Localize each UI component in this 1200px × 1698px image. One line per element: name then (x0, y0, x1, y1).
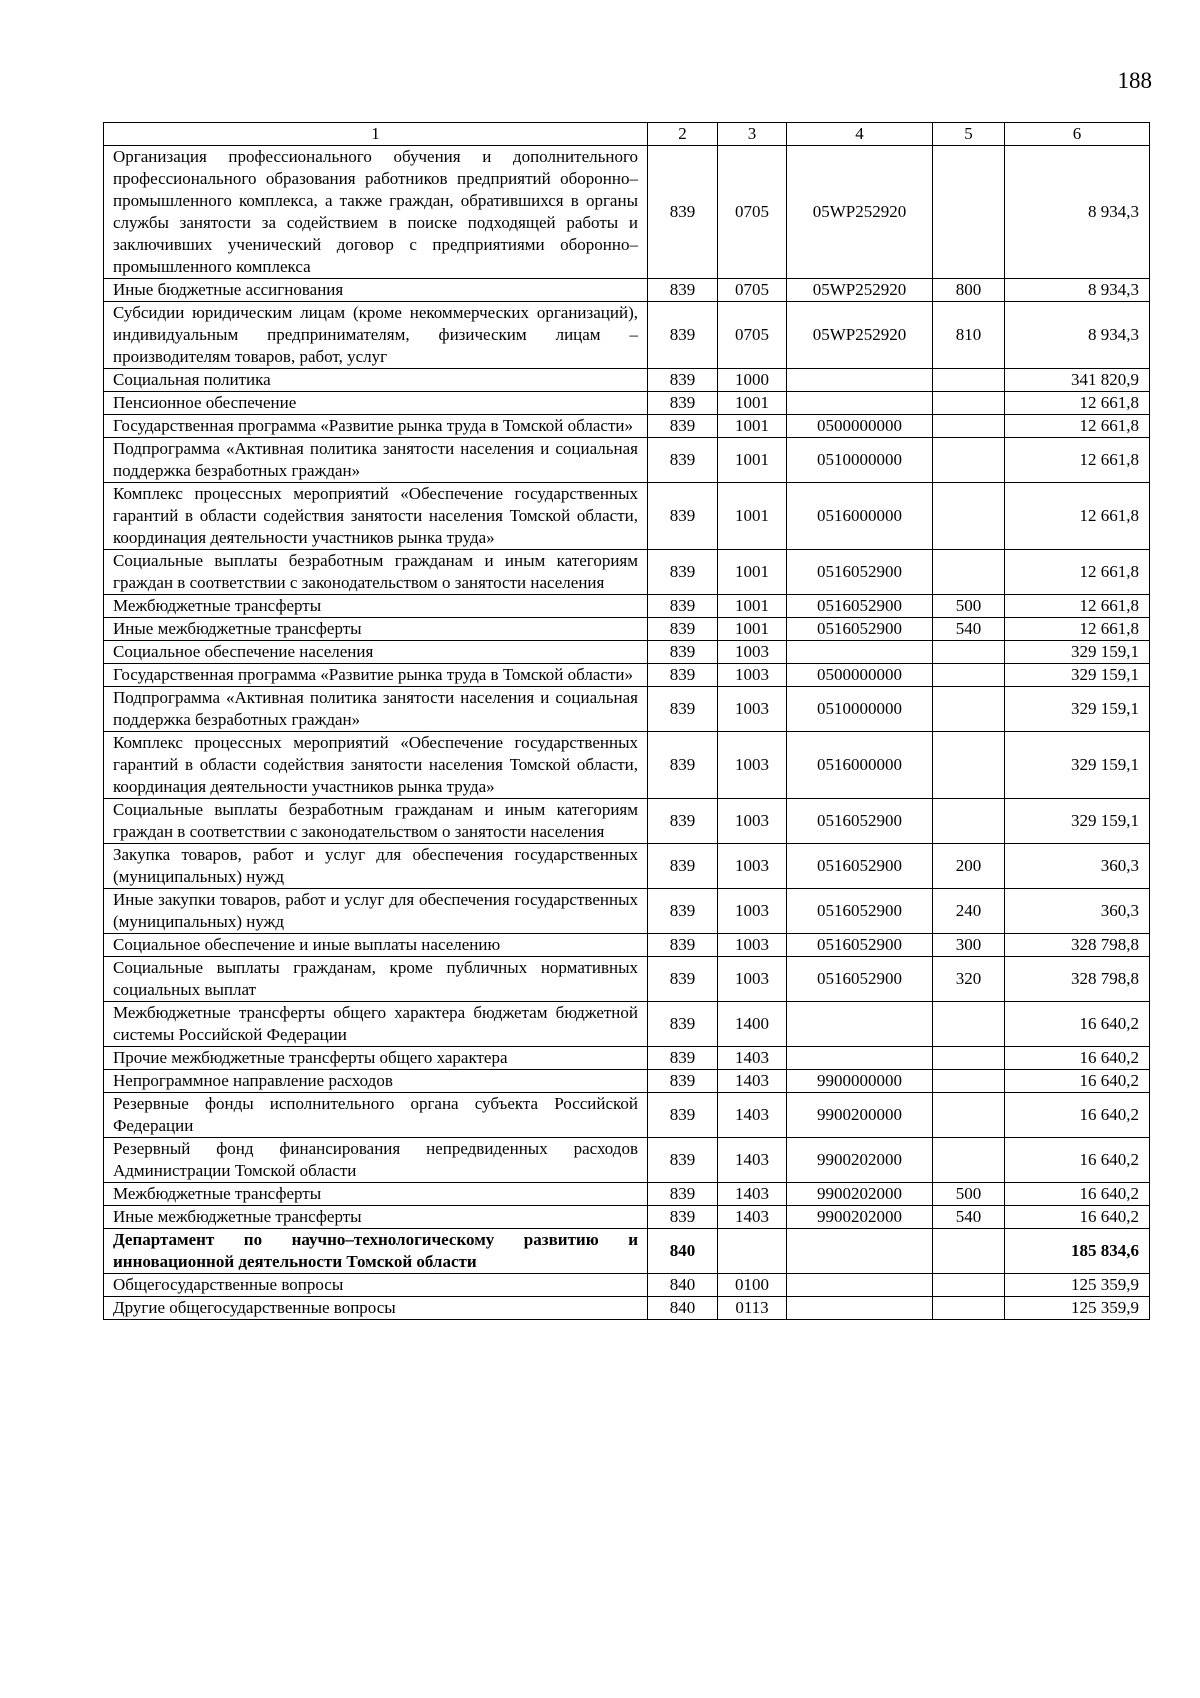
header-col-4: 4 (787, 123, 933, 146)
row-target-article-cell: 0516052900 (787, 799, 933, 844)
row-sum-cell: 12 661,8 (1005, 550, 1150, 595)
table-row (104, 1047, 1150, 1070)
row-name-cell: Подпрограмма «Активная политика занятости населения и социальная поддержка безработных граждан» (104, 687, 648, 732)
row-section-cell: 0705 (718, 279, 787, 302)
table-row (104, 279, 1150, 302)
table-row (104, 1002, 1150, 1047)
row-name-cell: Межбюджетные трансферты (104, 1183, 648, 1206)
row-target-article-cell: 9900202000 (787, 1183, 933, 1206)
row-sum-cell: 12 661,8 (1005, 415, 1150, 438)
row-grbs-cell: 839 (648, 1206, 718, 1229)
row-grbs-cell: 839 (648, 483, 718, 550)
table-row (104, 415, 1150, 438)
row-grbs-cell: 839 (648, 1047, 718, 1070)
row-target-article-cell: 9900000000 (787, 1070, 933, 1093)
row-target-article-cell (787, 1297, 933, 1320)
header-col-3: 3 (718, 123, 787, 146)
row-name-cell: Комплекс процессных мероприятий «Обеспечение государственных гарантий в области содействия занятости населения Томской области, координация деятельности участников рынка труда» (104, 483, 648, 550)
table-row (104, 302, 1150, 369)
row-expense-type-cell (933, 1002, 1005, 1047)
row-grbs-cell: 839 (648, 392, 718, 415)
row-section-cell: 0705 (718, 302, 787, 369)
row-name-cell: Социальные выплаты гражданам, кроме публичных нормативных социальных выплат (104, 957, 648, 1002)
row-section-cell: 1001 (718, 483, 787, 550)
row-sum-cell: 16 640,2 (1005, 1183, 1150, 1206)
table-row (104, 957, 1150, 1002)
row-target-article-cell: 0516052900 (787, 844, 933, 889)
table-row (104, 392, 1150, 415)
row-section-cell: 1003 (718, 957, 787, 1002)
row-section-cell: 1001 (718, 438, 787, 483)
row-section-cell: 1001 (718, 618, 787, 641)
row-grbs-cell: 839 (648, 889, 718, 934)
row-grbs-cell: 839 (648, 664, 718, 687)
row-target-article-cell (787, 641, 933, 664)
row-grbs-cell: 839 (648, 302, 718, 369)
row-sum-cell: 16 640,2 (1005, 1093, 1150, 1138)
row-grbs-cell: 840 (648, 1297, 718, 1320)
table-row (104, 438, 1150, 483)
row-expense-type-cell: 540 (933, 1206, 1005, 1229)
row-expense-type-cell (933, 732, 1005, 799)
row-sum-cell: 185 834,6 (1005, 1229, 1150, 1274)
row-expense-type-cell: 500 (933, 1183, 1005, 1206)
row-expense-type-cell (933, 799, 1005, 844)
row-target-article-cell: 05WP252920 (787, 302, 933, 369)
row-sum-cell: 12 661,8 (1005, 483, 1150, 550)
row-sum-cell: 12 661,8 (1005, 392, 1150, 415)
row-sum-cell: 12 661,8 (1005, 618, 1150, 641)
row-sum-cell: 16 640,2 (1005, 1206, 1150, 1229)
table-row (104, 483, 1150, 550)
row-sum-cell: 360,3 (1005, 844, 1150, 889)
row-name-cell: Социальное обеспечение населения (104, 641, 648, 664)
row-grbs-cell: 840 (648, 1229, 718, 1274)
row-name-cell: Иные межбюджетные трансферты (104, 618, 648, 641)
table-row (104, 595, 1150, 618)
row-name-cell: Государственная программа «Развитие рынка труда в Томской области» (104, 415, 648, 438)
row-expense-type-cell (933, 1047, 1005, 1070)
table-row (104, 934, 1150, 957)
row-grbs-cell: 839 (648, 934, 718, 957)
row-sum-cell: 12 661,8 (1005, 595, 1150, 618)
row-name-cell: Иные межбюджетные трансферты (104, 1206, 648, 1229)
table-row (104, 1138, 1150, 1183)
row-expense-type-cell (933, 369, 1005, 392)
table-row (104, 1070, 1150, 1093)
row-grbs-cell: 839 (648, 438, 718, 483)
row-expense-type-cell: 810 (933, 302, 1005, 369)
table-row (104, 1274, 1150, 1297)
row-target-article-cell (787, 1274, 933, 1297)
row-target-article-cell: 0516000000 (787, 732, 933, 799)
row-name-cell: Межбюджетные трансферты общего характера бюджетам бюджетной системы Российской Федерации (104, 1002, 648, 1047)
row-grbs-cell: 839 (648, 732, 718, 799)
row-section-cell: 1003 (718, 687, 787, 732)
row-name-cell: Непрограммное направление расходов (104, 1070, 648, 1093)
table-body (104, 146, 1150, 1320)
row-sum-cell: 125 359,9 (1005, 1297, 1150, 1320)
row-grbs-cell: 839 (648, 618, 718, 641)
row-name-cell: Социальные выплаты безработным гражданам и иным категориям граждан в соответствии с законодательством о занятости населения (104, 550, 648, 595)
row-name-cell: Межбюджетные трансферты (104, 595, 648, 618)
row-name-cell: Пенсионное обеспечение (104, 392, 648, 415)
table-row (104, 1183, 1150, 1206)
row-grbs-cell: 839 (648, 687, 718, 732)
table-row (104, 1229, 1150, 1274)
row-sum-cell: 16 640,2 (1005, 1047, 1150, 1070)
table-row (104, 369, 1150, 392)
row-expense-type-cell: 540 (933, 618, 1005, 641)
row-name-cell: Социальная политика (104, 369, 648, 392)
budget-table (103, 122, 1150, 1320)
table-row (104, 732, 1150, 799)
row-expense-type-cell (933, 687, 1005, 732)
row-grbs-cell: 839 (648, 641, 718, 664)
row-name-cell: Общегосударственные вопросы (104, 1274, 648, 1297)
row-grbs-cell: 840 (648, 1274, 718, 1297)
row-sum-cell: 329 159,1 (1005, 664, 1150, 687)
row-section-cell: 1001 (718, 550, 787, 595)
row-expense-type-cell (933, 1274, 1005, 1297)
row-section-cell: 1403 (718, 1206, 787, 1229)
row-section-cell: 1003 (718, 732, 787, 799)
row-section-cell: 1003 (718, 844, 787, 889)
table-row (104, 664, 1150, 687)
row-section-cell: 1403 (718, 1183, 787, 1206)
page-number: 188 (1117, 68, 1152, 93)
row-section-cell: 1003 (718, 664, 787, 687)
row-expense-type-cell (933, 1297, 1005, 1320)
row-expense-type-cell (933, 1093, 1005, 1138)
row-grbs-cell: 839 (648, 415, 718, 438)
row-sum-cell: 16 640,2 (1005, 1138, 1150, 1183)
row-target-article-cell (787, 1002, 933, 1047)
table-row (104, 641, 1150, 664)
row-grbs-cell: 839 (648, 1183, 718, 1206)
row-grbs-cell: 839 (648, 1138, 718, 1183)
row-target-article-cell (787, 1229, 933, 1274)
table-row (104, 844, 1150, 889)
row-name-cell: Подпрограмма «Активная политика занятости населения и социальная поддержка безработных граждан» (104, 438, 648, 483)
row-target-article-cell: 9900200000 (787, 1093, 933, 1138)
row-sum-cell: 8 934,3 (1005, 302, 1150, 369)
table-row (104, 799, 1150, 844)
row-target-article-cell: 05WP252920 (787, 279, 933, 302)
row-grbs-cell: 839 (648, 799, 718, 844)
row-sum-cell: 360,3 (1005, 889, 1150, 934)
row-target-article-cell: 0500000000 (787, 664, 933, 687)
row-expense-type-cell: 300 (933, 934, 1005, 957)
header-row (104, 123, 1150, 146)
row-sum-cell: 329 159,1 (1005, 799, 1150, 844)
row-section-cell: 1001 (718, 595, 787, 618)
row-section-cell: 1003 (718, 934, 787, 957)
row-expense-type-cell (933, 641, 1005, 664)
row-grbs-cell: 839 (648, 957, 718, 1002)
row-section-cell: 1403 (718, 1093, 787, 1138)
row-name-cell: Субсидии юридическим лицам (кроме некоммерческих организаций), индивидуальным предпринимателям, физическим лицам – производителям товаров, работ, услуг (104, 302, 648, 369)
row-name-cell: Организация профессионального обучения и дополнительного профессионального образования работников предприятий оборонно–промышленного комплекса, а также граждан, обратившихся в органы службы занятости за содействием в поиске подходящей работы и заключивших ученический договор с предприятиями оборонно–промышленного комплекса (104, 146, 648, 279)
row-grbs-cell: 839 (648, 1002, 718, 1047)
row-target-article-cell: 0516052900 (787, 957, 933, 1002)
row-expense-type-cell: 320 (933, 957, 1005, 1002)
row-sum-cell: 16 640,2 (1005, 1002, 1150, 1047)
row-sum-cell: 329 159,1 (1005, 732, 1150, 799)
row-section-cell: 1001 (718, 415, 787, 438)
row-name-cell: Департамент по научно–технологическому развитию и инновационной деятельности Томской области (104, 1229, 648, 1274)
row-grbs-cell: 839 (648, 146, 718, 279)
table-header (104, 123, 1150, 146)
row-target-article-cell: 0510000000 (787, 687, 933, 732)
row-section-cell: 1400 (718, 1002, 787, 1047)
row-grbs-cell: 839 (648, 595, 718, 618)
row-name-cell: Государственная программа «Развитие рынка труда в Томской области» (104, 664, 648, 687)
row-target-article-cell (787, 369, 933, 392)
row-section-cell: 1003 (718, 889, 787, 934)
row-sum-cell: 328 798,8 (1005, 934, 1150, 957)
table-row (104, 1297, 1150, 1320)
row-sum-cell: 329 159,1 (1005, 687, 1150, 732)
row-name-cell: Прочие межбюджетные трансферты общего характера (104, 1047, 648, 1070)
row-expense-type-cell (933, 483, 1005, 550)
row-sum-cell: 341 820,9 (1005, 369, 1150, 392)
row-sum-cell: 329 159,1 (1005, 641, 1150, 664)
row-section-cell (718, 1229, 787, 1274)
row-section-cell: 1003 (718, 799, 787, 844)
row-target-article-cell: 0510000000 (787, 438, 933, 483)
table-row (104, 687, 1150, 732)
row-expense-type-cell (933, 146, 1005, 279)
row-target-article-cell: 9900202000 (787, 1206, 933, 1229)
row-target-article-cell: 0500000000 (787, 415, 933, 438)
row-expense-type-cell: 500 (933, 595, 1005, 618)
row-expense-type-cell (933, 415, 1005, 438)
row-expense-type-cell: 800 (933, 279, 1005, 302)
row-section-cell: 1000 (718, 369, 787, 392)
row-sum-cell: 8 934,3 (1005, 146, 1150, 279)
row-target-article-cell: 0516052900 (787, 934, 933, 957)
row-expense-type-cell (933, 438, 1005, 483)
row-expense-type-cell (933, 1138, 1005, 1183)
row-section-cell: 1003 (718, 641, 787, 664)
row-expense-type-cell (933, 550, 1005, 595)
row-name-cell: Иные бюджетные ассигнования (104, 279, 648, 302)
row-target-article-cell: 0516052900 (787, 595, 933, 618)
row-name-cell: Социальные выплаты безработным гражданам и иным категориям граждан в соответствии с законодательством о занятости населения (104, 799, 648, 844)
row-name-cell: Резервный фонд финансирования непредвиденных расходов Администрации Томской области (104, 1138, 648, 1183)
row-target-article-cell (787, 392, 933, 415)
table-row (104, 1093, 1150, 1138)
row-expense-type-cell (933, 392, 1005, 415)
row-sum-cell: 328 798,8 (1005, 957, 1150, 1002)
header-col-6: 6 (1005, 123, 1150, 146)
row-expense-type-cell (933, 1070, 1005, 1093)
row-name-cell: Другие общегосударственные вопросы (104, 1297, 648, 1320)
row-expense-type-cell: 240 (933, 889, 1005, 934)
row-expense-type-cell (933, 1229, 1005, 1274)
row-section-cell: 1403 (718, 1138, 787, 1183)
row-sum-cell: 8 934,3 (1005, 279, 1150, 302)
table-row (104, 1206, 1150, 1229)
row-sum-cell: 12 661,8 (1005, 438, 1150, 483)
row-grbs-cell: 839 (648, 1093, 718, 1138)
row-section-cell: 1001 (718, 392, 787, 415)
row-section-cell: 1403 (718, 1070, 787, 1093)
row-target-article-cell: 0516052900 (787, 889, 933, 934)
row-target-article-cell: 0516052900 (787, 618, 933, 641)
row-name-cell: Комплекс процессных мероприятий «Обеспечение государственных гарантий в области содействия занятости населения Томской области, координация деятельности участников рынка труда» (104, 732, 648, 799)
row-section-cell: 0100 (718, 1274, 787, 1297)
header-col-1: 1 (104, 123, 648, 146)
row-target-article-cell: 0516000000 (787, 483, 933, 550)
row-section-cell: 0705 (718, 146, 787, 279)
row-sum-cell: 125 359,9 (1005, 1274, 1150, 1297)
row-name-cell: Иные закупки товаров, работ и услуг для обеспечения государственных (муниципальных) нужд (104, 889, 648, 934)
row-name-cell: Социальное обеспечение и иные выплаты населению (104, 934, 648, 957)
row-target-article-cell: 0516052900 (787, 550, 933, 595)
row-expense-type-cell (933, 664, 1005, 687)
row-section-cell: 0113 (718, 1297, 787, 1320)
row-target-article-cell: 9900202000 (787, 1138, 933, 1183)
row-name-cell: Резервные фонды исполнительного органа субъекта Российской Федерации (104, 1093, 648, 1138)
table-row (104, 889, 1150, 934)
row-grbs-cell: 839 (648, 550, 718, 595)
row-sum-cell: 16 640,2 (1005, 1070, 1150, 1093)
header-col-5: 5 (933, 123, 1005, 146)
row-grbs-cell: 839 (648, 279, 718, 302)
row-section-cell: 1403 (718, 1047, 787, 1070)
row-target-article-cell: 05WP252920 (787, 146, 933, 279)
row-target-article-cell (787, 1047, 933, 1070)
table-row (104, 618, 1150, 641)
row-grbs-cell: 839 (648, 369, 718, 392)
row-expense-type-cell: 200 (933, 844, 1005, 889)
row-name-cell: Закупка товаров, работ и услуг для обеспечения государственных (муниципальных) нужд (104, 844, 648, 889)
header-col-2: 2 (648, 123, 718, 146)
table-row (104, 550, 1150, 595)
table-row (104, 146, 1150, 279)
row-grbs-cell: 839 (648, 844, 718, 889)
row-grbs-cell: 839 (648, 1070, 718, 1093)
